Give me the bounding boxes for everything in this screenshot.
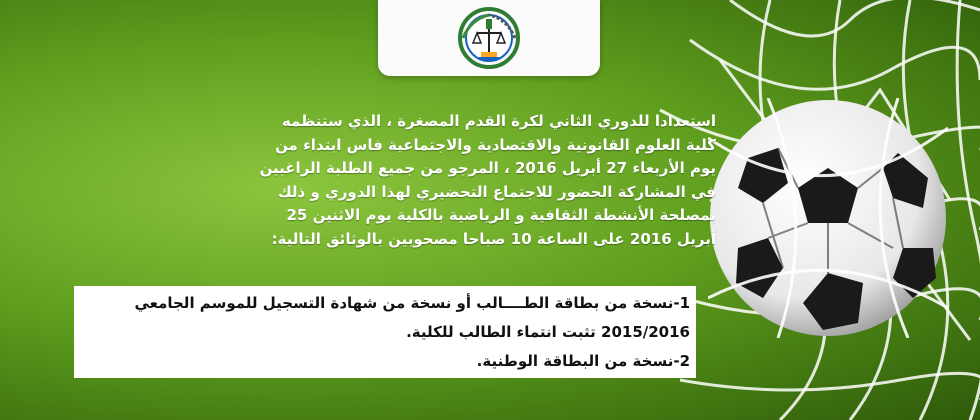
- announcement-text: [74, 110, 716, 251]
- announcement-line: في المشاركة الحضور للاجتماع التحضيري لهذا الدوري و ذلك: [277, 182, 716, 201]
- announcement-line: استعدادا للدوري الثاني لكرة القدم المصغرة ، الذي ستنظمه: [281, 112, 716, 130]
- document-item-1-line-1: 1-نسخة من بطاقة الطــــالب أو نسخة من شهادة التسجيل للموسم الجامعي: [134, 294, 690, 312]
- logo-card: [378, 0, 600, 76]
- announcement-line: بمصلحة الأنشطة الثقافية و الرياضية بالكلية يوم الاثنين 25: [286, 206, 716, 224]
- faculty-emblem-icon: [449, 5, 529, 71]
- announcement-line: يوم الأربعاء 27 أبريل 2016 ، المرجو من جميع الطلبة الراغبين: [259, 159, 716, 177]
- announcement-line: كلية العلوم القانونية والاقتصادية والاجتماعية فاس ابتداء من: [275, 135, 716, 154]
- document-item-1-line-2: 2015/2016 تثبت انتماء الطالب للكلية.: [406, 323, 690, 341]
- required-documents-box: [74, 286, 696, 378]
- announcement-line: أبريل 2016 على الساعة 10 صباحا مصحوبين بالوثائق التالية:: [271, 229, 716, 248]
- document-item-2: 2-نسخة من البطاقة الوطنية.: [476, 352, 690, 370]
- soccer-ball-graphic: [708, 98, 948, 338]
